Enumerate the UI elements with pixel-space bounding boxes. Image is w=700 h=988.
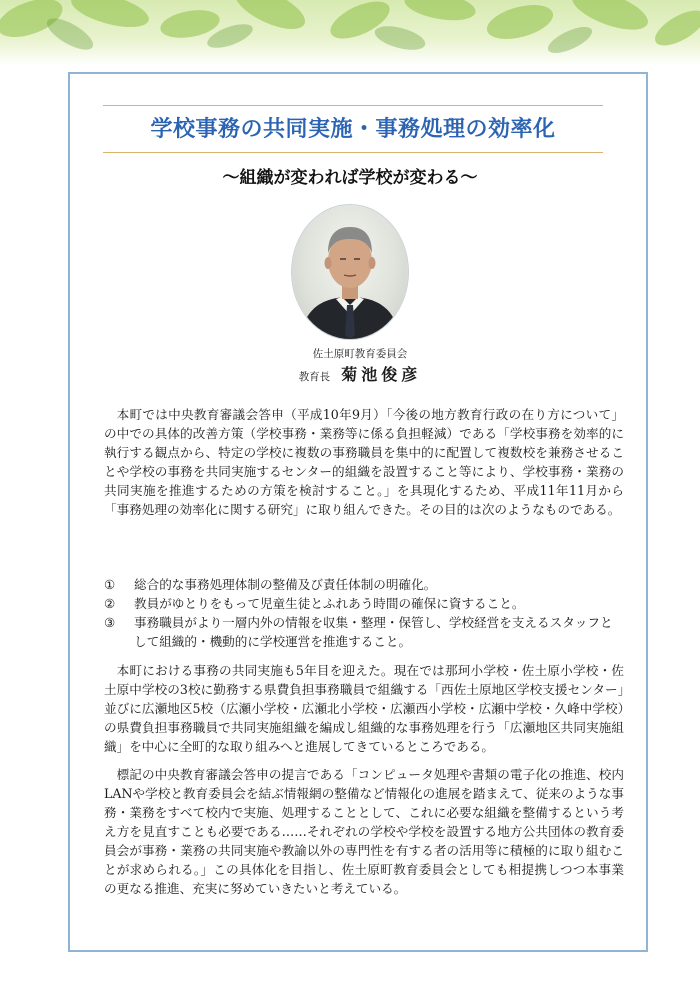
list-number: ① <box>104 577 116 592</box>
list-number: ③ <box>104 615 116 630</box>
page-subtitle: ～組織が変われば学校が変わる～ <box>222 168 478 188</box>
body-paragraph-2: 本町における事務の共同実施も5年目を迎えた。現在では那珂小学校・佐土原小学校・佐土原中学校の3校に勤務する県費負担事務職員で組織する「西佐土原地区学校支援センター」並びに広瀬地区5校（広瀬小学校・広瀬北小学校・広瀬西小学校・広瀬中学校・久峰中学校）の県費負担事務職員で共同実施組織を編成し組織的な事務処理を行う「広瀬地区共同実施組織」を中心に全町的な取り組みへと進展してきているところである。 <box>104 663 624 754</box>
purpose-list <box>104 575 624 651</box>
list-number: ② <box>104 596 116 611</box>
leaf-header-image <box>0 0 700 66</box>
author-portrait <box>292 205 408 339</box>
page-title: 学校事務の共同実施・事務処理の効率化 <box>150 117 556 142</box>
body-paragraph-3: 標記の中央教育審議会答申の提言である「コンピュータ処理や書類の電子化の推進、校内LANや学校と教育委員会を結ぶ情報網の整備など情報化の進展を踏まえて、従来のような事務・業務をすべて校内で実施、処理することとして、これに必要な組織を整備するという考え方を見直すことも必要である……それぞれの学校や学校を設置する地方公共団体の教育委員会が事務・業務の共同実施や教諭以外の専門性を有する者の活用等に積極的に取り組むことが求められる。」この具体化を目指し、佐土原町教育委員会としても相提携しつつ本事業の更なる推進、充実に努めていきたいと考えている。 <box>104 767 624 896</box>
leaves-decoration <box>0 0 700 66</box>
author-line <box>270 362 450 385</box>
list-item <box>104 594 624 613</box>
list-text: 教員がゆとりをもって児童生徒とふれあう時間の確保に資すること。 <box>134 596 525 611</box>
list-text: 総合的な事務処理体制の整備及び責任体制の明確化。 <box>134 577 437 592</box>
title-rule <box>103 105 603 153</box>
author-organization: 佐土原町教育委員会 <box>312 348 408 360</box>
list-item <box>104 575 624 594</box>
list-text: 事務職員がより一層内外の情報を収集・整理・保管し、学校経営を支えるスタッフとして組織的・機動的に学校運営を推進すること。 <box>134 615 613 649</box>
intro-paragraph: 本町では中央教育審議会答申（平成10年9月）「今後の地方教育行政の在り方について」の中での具体的改善方策（学校事務・業務等に係る負担軽減）である「学校事務を効率的に執行する観点から、特定の学校に複数の事務職員を集中的に配置して複数校を兼務させることや学校の事務を共同実施するセンター的組織を設置すること等により、学校事務・業務の共同実施を推進するための方策を検討すること。」を具現化するため、平成11年11月から「事務処理の効率化に関する研究」に取り組んできた。その目的は次のようなものである。 <box>104 407 624 517</box>
author-role: 教育長 <box>298 371 331 383</box>
author-name: 菊池俊彦 <box>341 365 422 384</box>
list-item <box>104 613 624 651</box>
portrait-figure <box>292 205 408 339</box>
